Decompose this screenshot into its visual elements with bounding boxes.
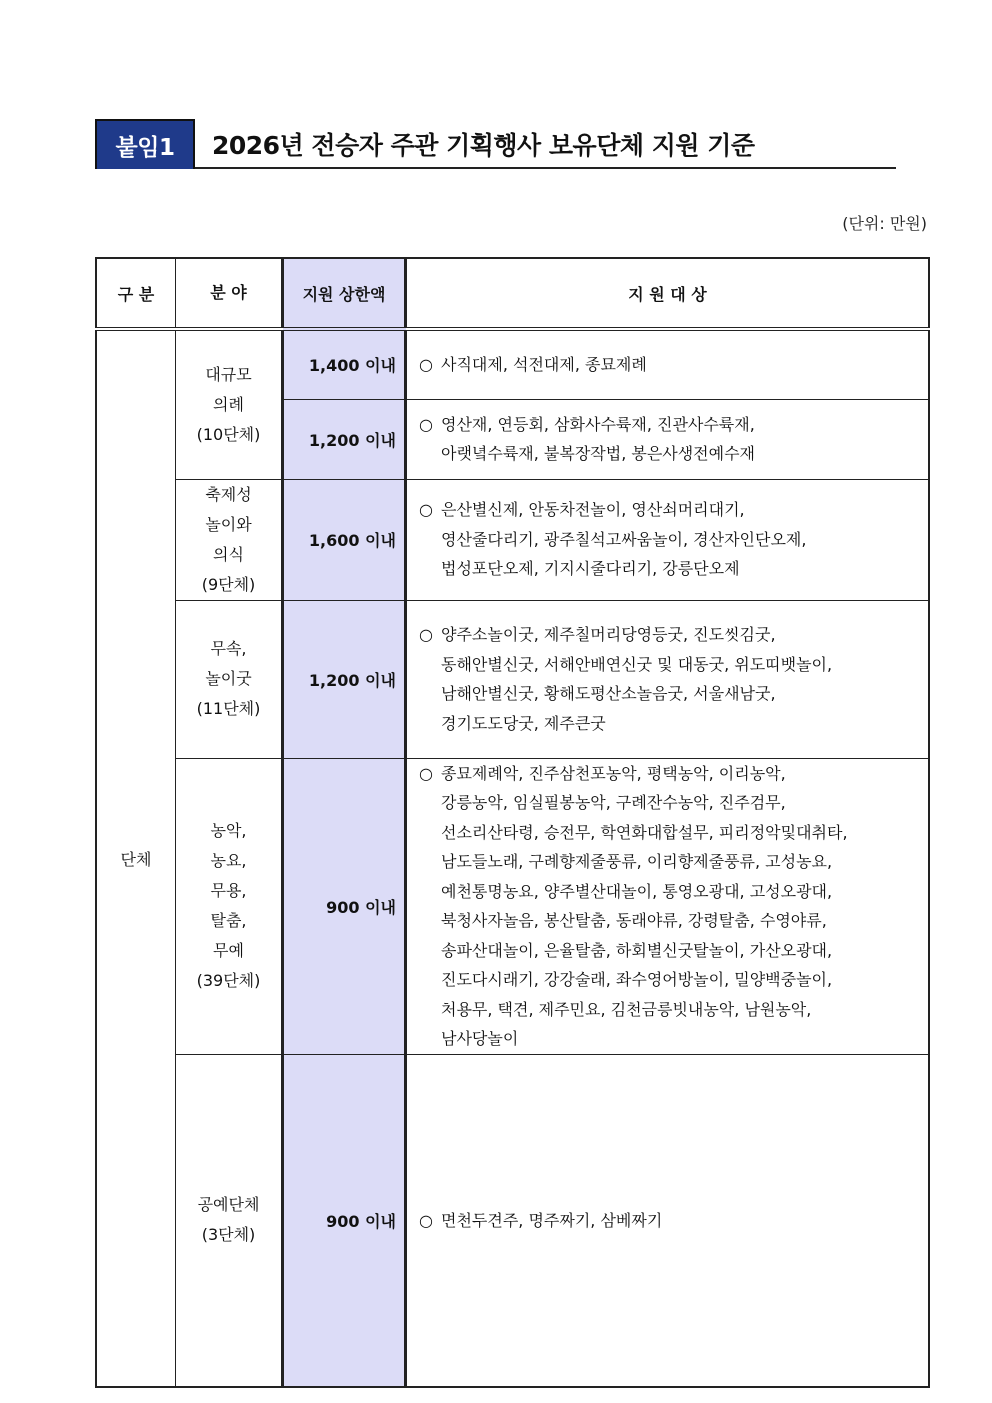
document-title: 2026년 전승자 주관 기획행사 보유단체 지원 기준 [212,131,755,160]
bullet-icon: ○ [419,414,433,434]
target-line: 선소리산타령, 승전무, 학연화대합설무, 피리정악및대취타, [441,822,848,842]
target-line: 경기도도당굿, 제주큰굿 [441,713,606,733]
targets-cell [406,479,930,600]
bullet-icon: ○ [419,625,433,644]
field-line: (11단체) [196,699,261,718]
target-line: 아랫녘수륙재, 불복장작법, 봉은사생전예수재 [441,444,756,463]
target-line: 남사당놀이 [441,1029,519,1048]
amount-value: 1,600 이내 [308,531,396,550]
target-line: 은산별신제, 안동차전놀이, 영산쇠머리대기, [441,500,745,520]
target-line: 송파산대놀이, 은율탈춤, 하회별신굿탈놀이, 가산오광대, [441,940,833,960]
amount-cell [283,758,406,1054]
target-line: 남해안별신굿, 황해도평산소놀음굿, 서울새남굿, [441,684,776,703]
target-line: 예천통명농요, 양주별산대놀이, 통영오광대, 고성오광대, [441,881,833,901]
target-line: 강릉농악, 임실필봉농악, 구례잔수농악, 진주검무, [441,793,786,812]
amount-cell [283,1054,406,1387]
field-cell [176,758,283,1054]
targets-cell [406,399,930,479]
field-line: 무용, [210,881,247,900]
field-line: 공예단체 [197,1195,260,1215]
document-title-bar [95,119,896,169]
field-line: (9단체) [201,574,256,594]
attachment-badge: 붙임1 [95,119,195,169]
targets-list [419,495,928,584]
target-line: 동해안별신굿, 서해안배연신굿 및 대동굿, 위도띠뱃놀이, [441,654,833,674]
field-cell [176,329,283,479]
unit-note: (단위: 만원) [842,214,927,233]
field-line: 탈춤, [210,911,247,930]
field-line: (39단체) [196,971,261,990]
field-line: (3단체) [201,1225,256,1245]
col-header-field: 분 야 [176,258,283,329]
field-line: 무예 [213,941,244,960]
target-line: 북청사자놀음, 봉산탈춤, 동래야류, 강령탈춤, 수영야류, [441,911,827,930]
targets-list [419,620,928,738]
targets-list [419,759,928,1054]
target-line: 남도들노래, 구례향제줄풍류, 이리향제줄풍류, 고성농요, [441,852,833,871]
bullet-icon: ○ [419,500,433,520]
field-line: 대규모 [205,364,252,384]
amount-value: 900 이내 [326,1211,396,1231]
table-row [96,1054,929,1387]
amount-value: 1,200 이내 [308,670,396,690]
table-header-row [96,258,929,329]
col-header-targets: 지 원 대 상 [406,258,930,329]
amount-value: 1,200 이내 [308,430,396,450]
target-line: 종묘제례악, 진주삼천포농악, 평택농악, 이리농악, [441,763,786,783]
field-line: 의식 [213,544,244,564]
targets-cell [406,600,930,758]
amount-cell [283,399,406,479]
amount-value: 1,400 이내 [308,356,396,376]
amount-cell [283,329,406,399]
support-criteria-table [95,257,930,1388]
field-line: 축제성 [205,484,252,504]
field-line: 놀이굿 [205,669,252,688]
field-line: 무속, [210,639,247,658]
table-row [96,479,929,600]
bullet-icon: ○ [419,355,433,374]
amount-cell [283,479,406,600]
targets-cell [406,1054,930,1387]
col-header-category: 구 분 [96,258,176,329]
table-row [96,758,929,1054]
table-row [96,329,929,399]
amount-value: 900 이내 [326,897,396,917]
amount-cell [283,600,406,758]
field-line: 농악, [210,821,247,840]
target-line: 법성포단오제, 기지시줄다리기, 강릉단오제 [441,559,740,579]
field-cell [176,479,283,600]
field-line: 의례 [213,394,244,414]
table-row [96,600,929,758]
targets-cell [406,758,930,1054]
targets-list [419,410,928,469]
targets-cell [406,329,930,399]
col-header-amount: 지원 상한액 [283,258,406,329]
target-line: 영산줄다리기, 광주칠석고싸움놀이, 경산자인단오제, [441,529,807,549]
target-line: 양주소놀이굿, 제주칠머리당영등굿, 진도씻김굿, [441,625,776,644]
bullet-icon: ○ [419,1210,433,1230]
target-line: 영산재, 연등회, 삼화사수륙재, 진관사수륙재, [441,414,755,434]
bullet-icon: ○ [419,763,433,783]
field-cell [176,1054,283,1387]
targets-list [419,1206,928,1236]
field-cell [176,600,283,758]
targets-list [419,350,928,380]
field-line: 농요, [210,851,247,870]
target-line: 진도다시래기, 강강술래, 좌수영어방놀이, 밀양백중놀이, [441,970,833,989]
table-body [96,329,929,1387]
category-cell: 단체 [96,329,176,1387]
target-line: 처용무, 택견, 제주민요, 김천금릉빗내농악, 남원농악, [441,999,812,1019]
target-line: 면천두견주, 명주짜기, 삼베짜기 [441,1210,663,1230]
field-line: 놀이와 [205,514,252,534]
field-line: (10단체) [196,424,261,444]
target-line: 사직대제, 석전대제, 종묘제례 [441,355,647,374]
